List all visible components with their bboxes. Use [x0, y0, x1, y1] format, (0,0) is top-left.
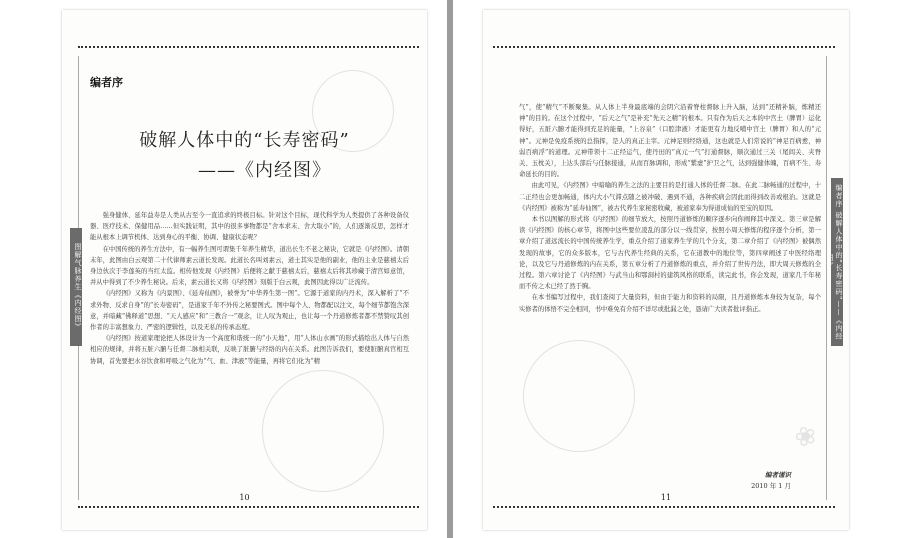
- date: 2010 年 1 月: [751, 482, 791, 490]
- bottom-dotted-rule: [78, 506, 419, 508]
- page-number: 10: [239, 493, 250, 502]
- left-body-text: [90, 210, 409, 367]
- background-ornament: [523, 340, 635, 452]
- left-page: [62, 10, 427, 530]
- background-ornament: [262, 370, 384, 492]
- signature: 编者谨识: [765, 471, 791, 479]
- paragraph: 气”，使“精气”不断聚集。从人体上半身最底端的会阴穴沿着脊柱督脉上升入脑，达到“还精补脑，炼精还神”的目的。在这个过程中，“后天之气”是补充“先天之精”的根本。只有作为后天之本的中宫土（脾胃）运化得好，五脏六腑才能得到充足的能量，“上谷泉”（口腔津液）才能更有力地反哺中宫土（脾胃）和人的“元神”。元神是免疫系统的总指挥，是人的真正主宰。元神足则经络通，这也就是人们常说的“神足百病愈，神弱百病浮”的道理。元神带领十二正经运气，使丹田的“真元一气”打通督脉，顺次通过三关（尾闾关、夹脊关、玉枕关），上达头部后与任脉接通，从而百脉调和，形成“紫虚”护卫之气，达到强健体魄，百病不生、寿命延长的目的。: [519, 104, 821, 179]
- signature-block: [751, 470, 791, 492]
- paragraph: 由此可见，《内经图》中暗喻的养生之法的主要目的是打通人体的任督二脉。在此二脉畅通的过程中，十二正经也会更加畅通，体内大小气滞点随之被冲破、遇到不通，各种疾病会因此而得到改善或根治。这就是《内经图》被称为“延寿仙图”，被古代养生家秘密收藏，被道家奉为得道成仙的至宝的原因。: [519, 182, 821, 212]
- watermark-ornament: ❀: [790, 419, 822, 455]
- preface-heading: 编者序: [90, 76, 123, 89]
- page-gutter: [447, 0, 453, 538]
- paragraph: 《内经图》又称为《内景图》、《延寿仙图》，被誉为“中华养生第一图”。它源于道家的内丹术，深入解析了“不求外物、反求自身”的“长寿密码”，是道家千年不外传之秘要图式。图中每个人、物都配以注文，每个细节都饱含深意，并暗藏“佛释道”思想、“天人感应”和“三教合一”观念，让人叹为观止，也让每一个丹道修炼者都不禁赞叹其创作者的丰富想象力、严密的逻辑性，以及无私的传承态度。: [90, 290, 409, 332]
- bottom-dotted-rule: [493, 506, 835, 508]
- top-dotted-rule: [493, 46, 835, 48]
- right-margin-rule: [826, 56, 827, 500]
- top-dotted-rule: [78, 46, 419, 48]
- title-line-1: 破解人体中的“长寿密码”: [139, 130, 350, 151]
- right-body-text: [519, 102, 821, 315]
- paragraph: 在中国传统的养生方法中，有一幅养生图可谓集千年养生精华，道出长生不老之秘诀，它就是《内经图》。清朝末年，此图由白云观第二十代律师素云道长发现。此道长名叫刘素云，道士其实是他的副业，他的主业是慈禧太后身边伙次于李莲英的当红太监。相传他发现《内经图》后便将之献于慈禧太后，慈禧太后将其珍藏于清宫如意馆，并从中得到了不少养生秘诀。后来，素云道长又将《内经图》刻版于白云观，此图因此得以广泛流传。: [90, 245, 409, 287]
- right-page: [483, 10, 849, 530]
- paragraph: 《内经图》按道家理论把人体设计为一个高度和谐统一的“小天地”，用“人体山水画”的形式描绘出人体与自然相应的规律，并将五脏六腑与任督二脉相关联，反映了脏腑与经络的内在关系。此图告诉我们，要使脏腑真官相互协调，首先要把水谷饮食和呼吸之气化为“气、血、津液”等能量，再将它们化为“精: [90, 335, 409, 365]
- paragraph: 强身健体、延年益寿是人类从古至今一直追求的终极目标。针对这个目标，现代科学为人类提供了各种设备仪器、医疗技术、保健用品……但实践证明，其中的很多事物都是“舍本求末、舍大取小”的，人们逐渐反思，怎样才能从根本上调节机体、达到身心的平衡、协调、健康状态呢？: [90, 212, 409, 242]
- paragraph: 本书以图解的形式将《内经图》的细节放大，按照丹道修炼的顺序逐步向你阐释其中深义。第三章是解读《内经图》的核心章节，将图中这些要位凌乱的部分以一线贯穿，按照小周天修炼的程序逐个分析，第一章介绍了道远流长的中国传统养生学，重点介绍了道家养生学的几个分支，第二章介绍了《内经图》被偶然发现的故事，它的众多版本，它与古代养生经典的关系，它在道教中的地位等，第四章阐述了中医经络理论，以及它与丹道修炼的内在关系，第五章分析了丹道修炼的重点，并介绍了世传丹法，即大周天修炼的全过程。第六章讨论了《内经图》与武当山和鄂洞村的建筑风格的联系，读完此书，你会发现，道家几千年秘而不传之术已经了然于胸。: [519, 216, 821, 291]
- page-number: 11: [660, 493, 672, 502]
- paragraph: 在本书编写过程中，我们查阅了大量资料，但由于能力和资料的局限，且丹道修炼本身较为复杂，每个实修者的体悟不完全相同，书中难免有介绍不详尽或批漏之处，恳请广大读者批评指正。: [519, 294, 821, 313]
- right-side-tab: 编者序 破解人体中的“长寿密码”——《内经图》: [831, 178, 843, 346]
- title-line-2: ——《内经图》: [198, 160, 331, 181]
- left-side-tab: 图解气脉养生《内经图》: [70, 228, 82, 346]
